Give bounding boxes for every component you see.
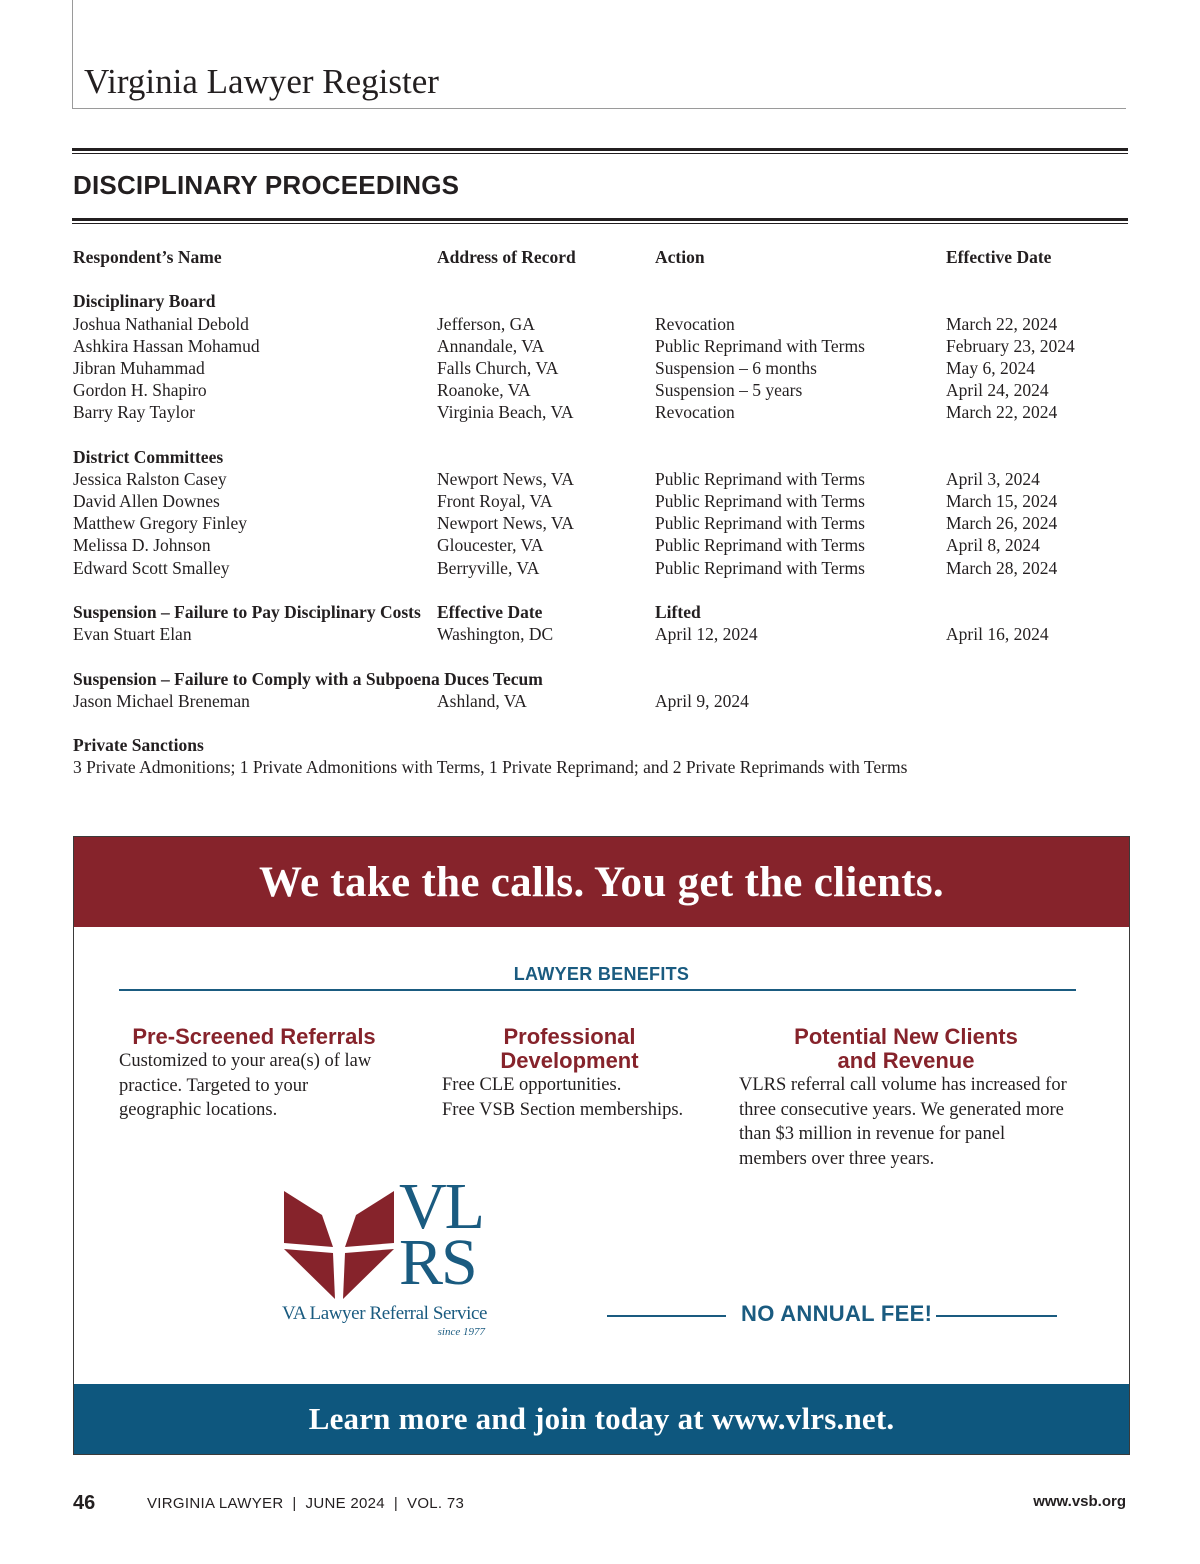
heart-logo-icon xyxy=(282,1189,397,1301)
respondent-date: April 3, 2024 xyxy=(946,468,1040,489)
district-heading-text: District Committees xyxy=(73,446,224,467)
board-heading xyxy=(73,290,1133,312)
no-annual-fee: NO ANNUAL FEE! xyxy=(741,1301,933,1326)
respondent-name: Jessica Ralston Casey xyxy=(73,468,227,489)
ad-headline: We take the calls. You get the clients. xyxy=(259,858,944,906)
respondent-name: Barry Ray Taylor xyxy=(73,402,195,423)
respondent-action: Public Reprimand with Terms xyxy=(655,335,865,356)
benefits-rule xyxy=(119,989,1076,991)
board-heading-text: Disciplinary Board xyxy=(73,291,216,312)
respondent-name: Evan Stuart Elan xyxy=(73,624,192,645)
costs-lifted-header: Lifted xyxy=(655,602,701,622)
respondent-address: Ashland, VA xyxy=(437,690,527,711)
benefit-revenue-title: Potential New Clients xyxy=(794,1024,1018,1049)
respondent-name: Gordon H. Shapiro xyxy=(73,380,207,401)
benefit-revenue-line: than $3 million in revenue for panel xyxy=(739,1124,1006,1144)
benefit-referrals-line: Customized to your area(s) of law xyxy=(119,1051,372,1071)
column-headers xyxy=(73,246,1133,268)
respondent-address: Berryville, VA xyxy=(437,557,540,578)
header-address: Address of Record xyxy=(437,247,576,267)
private-heading xyxy=(73,734,1133,756)
section-top-rule xyxy=(72,148,1128,154)
respondent-address: Newport News, VA xyxy=(437,468,574,489)
table-row xyxy=(73,490,1133,512)
header-vertical-rule xyxy=(72,0,73,108)
respondent-date: April 24, 2024 xyxy=(946,380,1049,401)
respondent-name: Matthew Gregory Finley xyxy=(73,513,247,534)
header-date: Effective Date xyxy=(946,247,1052,267)
respondent-address: Newport News, VA xyxy=(437,513,574,534)
table-row xyxy=(73,534,1133,556)
respondent-address: Jefferson, GA xyxy=(437,313,535,334)
private-heading-text: Private Sanctions xyxy=(73,735,204,756)
table-row xyxy=(73,357,1133,379)
header-underline xyxy=(72,108,1126,109)
respondent-name: Joshua Nathanial Debold xyxy=(73,313,249,334)
respondent-address: Front Royal, VA xyxy=(437,491,553,512)
costs-heading xyxy=(73,601,1133,623)
costs-heading-text: Suspension – Failure to Pay Disciplinary Costs xyxy=(73,602,421,622)
respondent-date: May 6, 2024 xyxy=(946,357,1035,378)
private-text: 3 Private Admonitions; 1 Private Admonitions with Terms, 1 Private Reprimand; and 2 Private Reprimands with Terms xyxy=(73,757,908,778)
benefit-revenue-line: members over three years. xyxy=(739,1148,935,1169)
footer-url[interactable]: www.vsb.org xyxy=(1033,1493,1126,1510)
section-bottom-rule xyxy=(72,218,1128,224)
benefit-revenue xyxy=(739,1025,1089,1171)
respondent-lifted-date: April 16, 2024 xyxy=(946,624,1049,645)
respondent-address: Annandale, VA xyxy=(437,335,545,356)
respondent-effective-date: April 12, 2024 xyxy=(655,624,758,645)
respondent-date: March 26, 2024 xyxy=(946,513,1058,534)
table-row xyxy=(73,623,1133,645)
ad-headline-banner xyxy=(74,837,1129,927)
table-row xyxy=(73,557,1133,579)
respondent-name: Edward Scott Smalley xyxy=(73,557,230,578)
header-action: Action xyxy=(655,247,705,267)
logo-rs-text: RS xyxy=(399,1226,476,1299)
ad-cta-banner xyxy=(74,1384,1129,1454)
respondent-name: Ashkira Hassan Mohamud xyxy=(73,335,260,356)
register-title: Virginia Lawyer Register xyxy=(84,62,439,101)
respondent-date: March 28, 2024 xyxy=(946,557,1058,578)
benefit-development-title: Professional xyxy=(503,1024,636,1049)
respondent-date: March 22, 2024 xyxy=(946,402,1058,423)
respondent-action: Public Reprimand with Terms xyxy=(655,491,865,512)
respondent-action: Revocation xyxy=(655,402,735,423)
table-row xyxy=(73,512,1133,534)
subpoena-heading-text: Suspension – Failure to Comply with a Subpoena Duces Tecum xyxy=(73,668,543,689)
publication-info: VIRGINIA LAWYER | JUNE 2024 | VOL. 73 xyxy=(147,1495,465,1512)
logo-since: since 1977 xyxy=(437,1326,485,1338)
table-row xyxy=(73,313,1133,335)
costs-effective-header: Effective Date xyxy=(437,602,543,622)
benefit-development xyxy=(442,1025,722,1122)
benefit-referrals-title: Pre-Screened Referrals xyxy=(132,1024,376,1049)
table-row xyxy=(73,335,1133,357)
benefit-revenue-line: three consecutive years. We generated more xyxy=(739,1099,1064,1120)
respondent-action: Suspension – 5 years xyxy=(655,380,803,401)
respondent-address: Gloucester, VA xyxy=(437,535,544,556)
respondent-name: David Allen Downes xyxy=(73,491,220,512)
respondent-action: Public Reprimand with Terms xyxy=(655,513,865,534)
respondent-action: Public Reprimand with Terms xyxy=(655,535,865,556)
vlrs-logo xyxy=(282,1170,492,1338)
header-name: Respondent’s Name xyxy=(73,247,222,267)
benefit-revenue-title: and Revenue xyxy=(837,1048,975,1073)
benefit-development-line: Free VSB Section memberships. xyxy=(442,1099,684,1120)
benefit-revenue-line: VLRS referral call volume has increased for xyxy=(739,1075,1067,1095)
respondent-address: Falls Church, VA xyxy=(437,357,559,378)
respondent-address: Roanoke, VA xyxy=(437,380,531,401)
benefits-title: LAWYER BENEFITS xyxy=(513,964,690,984)
proceedings-table xyxy=(73,246,1133,779)
section-title: DISCIPLINARY PROCEEDINGS xyxy=(73,170,460,200)
respondent-date: April 8, 2024 xyxy=(946,535,1040,556)
respondent-date: February 23, 2024 xyxy=(946,335,1075,356)
benefit-referrals-line: practice. Targeted to your xyxy=(119,1075,309,1096)
respondent-name: Melissa D. Johnson xyxy=(73,535,211,556)
respondent-name: Jibran Muhammad xyxy=(73,357,205,378)
respondent-date: April 9, 2024 xyxy=(655,690,749,711)
respondent-action: Public Reprimand with Terms xyxy=(655,468,865,489)
subpoena-heading xyxy=(73,668,1133,690)
benefit-development-line: Free CLE opportunities. xyxy=(442,1075,622,1095)
table-row xyxy=(73,690,1133,712)
respondent-address: Washington, DC xyxy=(437,624,554,645)
page-number: 46 xyxy=(73,1492,96,1514)
respondent-date: March 22, 2024 xyxy=(946,313,1058,334)
vlrs-advertisement xyxy=(73,836,1130,1455)
respondent-name: Jason Michael Breneman xyxy=(73,690,250,711)
logo-vl-text: VL xyxy=(399,1170,483,1243)
fee-rule-right xyxy=(936,1315,1057,1317)
respondent-address: Virginia Beach, VA xyxy=(437,402,574,423)
table-row xyxy=(73,468,1133,490)
fee-rule-left xyxy=(607,1315,726,1317)
benefit-development-title: Development xyxy=(500,1048,639,1073)
respondent-action: Revocation xyxy=(655,313,735,334)
respondent-action: Suspension – 6 months xyxy=(655,357,817,378)
table-row xyxy=(73,401,1133,423)
benefit-referrals xyxy=(119,1025,409,1123)
district-heading xyxy=(73,446,1133,468)
respondent-date: March 15, 2024 xyxy=(946,491,1058,512)
table-row xyxy=(73,379,1133,401)
ad-cta[interactable]: Learn more and join today at www.vlrs.net. xyxy=(308,1401,895,1436)
respondent-action: Public Reprimand with Terms xyxy=(655,557,865,578)
private-sanctions-text xyxy=(73,756,1133,778)
benefit-referrals-line: geographic locations. xyxy=(119,1100,278,1120)
logo-name: VA Lawyer Referral Service xyxy=(282,1303,488,1324)
